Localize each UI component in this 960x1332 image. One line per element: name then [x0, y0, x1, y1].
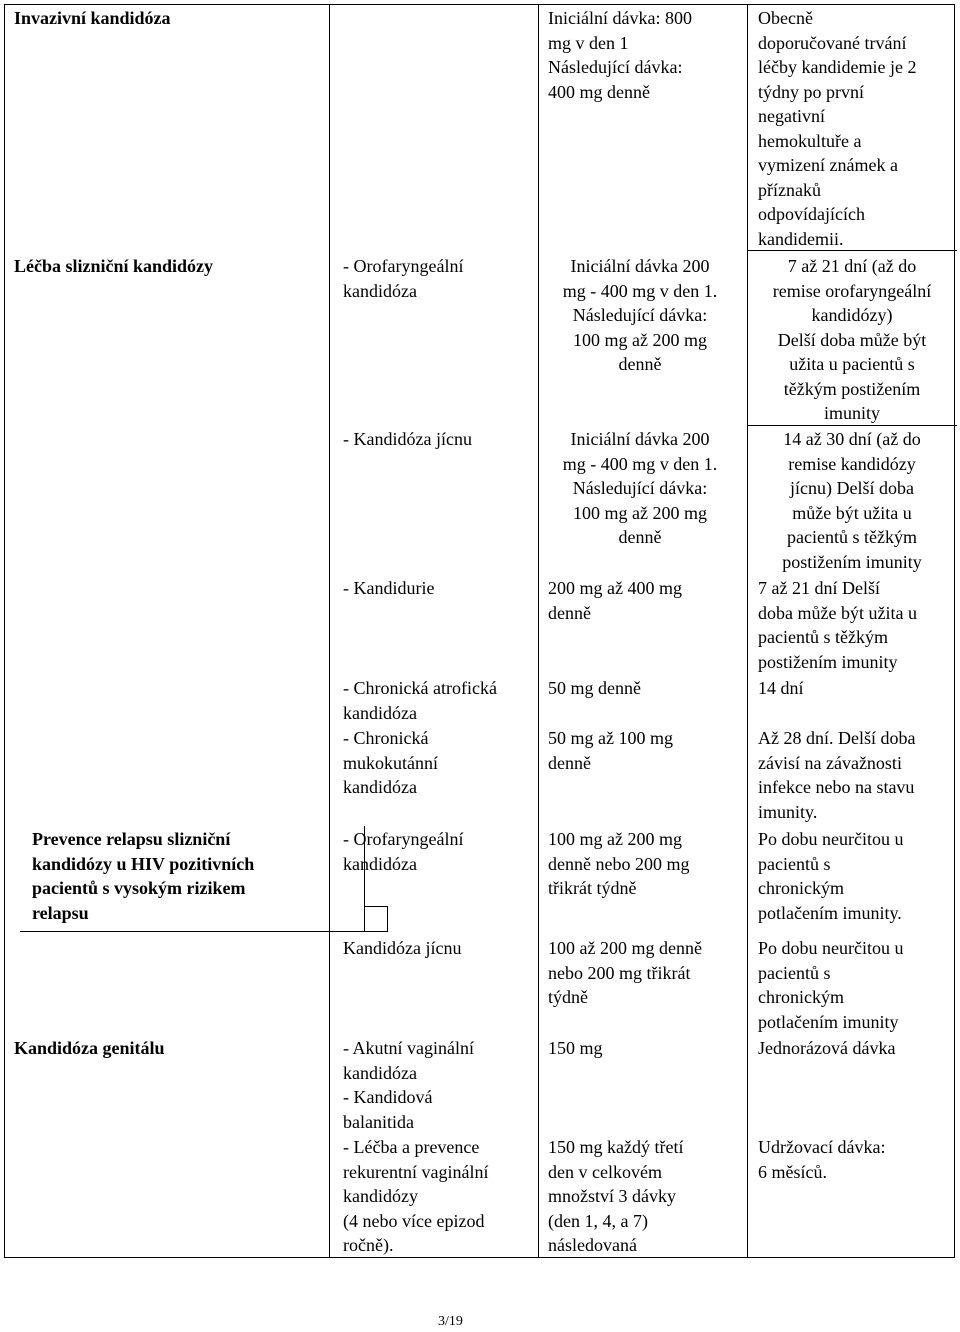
- dose-prevence-jicen: 100 až 200 mg denně nebo 200 mg třikrát týdně: [548, 938, 702, 1007]
- dose-invazivni: Iniciální dávka: 800 mg v den 1 Následující dávka: 400 mg denně: [548, 8, 692, 102]
- column-divider-2: [538, 4, 539, 1258]
- indication-rekurentni: - Léčba a prevence rekurentní vaginální kandidózy (4 nebo více epizod ročně).: [343, 1137, 489, 1255]
- dose-mukokutanni: 50 mg až 100 mg denně: [548, 728, 673, 773]
- duration-atroficka: 14 dní: [758, 678, 804, 698]
- duration-invazivni: Obecně doporučované trvání léčby kandidemie je 2 týdny po první negativní hemokultuře a vymizení známek a příznaků odpovídajících kandidemii.: [758, 8, 917, 249]
- dose-jicen: Iniciální dávka 200 mg - 400 mg v den 1. Následující dávka: 100 mg až 200 mg denně: [562, 429, 718, 547]
- indication-prevence-orofaryngealni: - Orofaryngeální kandidóza: [343, 829, 464, 874]
- category-prevence: Prevence relapsu slizniční kandidózy u HIV pozitivních pacientů s vysokým rizikem relapsu: [32, 829, 255, 923]
- column-divider-3: [747, 4, 748, 1258]
- dose-atroficka: 50 mg denně: [548, 678, 641, 698]
- duration-orofaryngealni: 7 až 21 dní (až do remise orofaryngeální kandidózy) Delší doba může být užita u pacientů s těžkým postižením imunity: [772, 256, 932, 423]
- category-invazivni: Invazivní kandidóza: [14, 8, 171, 28]
- category-genitalu: Kandidóza genitálu: [14, 1038, 165, 1058]
- checkbox-outline: [364, 906, 388, 932]
- dose-akutni: 150 mg: [548, 1038, 603, 1058]
- dose-rekurentni: 150 mg každý třetí den v celkovém množství 3 dávky (den 1, 4, a 7) následovaná: [548, 1137, 684, 1255]
- indication-prevence-jicen: Kandidóza jícnu: [343, 938, 462, 958]
- duration-prevence-jicen: Po dobu neurčitou u pacientů s chronickým potlačením imunity: [758, 938, 904, 1032]
- duration-mukokutanni: Až 28 dní. Delší doba závisí na závažnosti infekce nebo na stavu imunity.: [758, 728, 916, 822]
- indication-atroficka: - Chronická atrofická kandidóza: [343, 678, 497, 723]
- dose-orofaryngealni: Iniciální dávka 200 mg - 400 mg v den 1. Následující dávka: 100 mg až 200 mg denně: [562, 256, 718, 374]
- duration-rekurentni: Udržovací dávka: 6 měsíců.: [758, 1137, 886, 1182]
- page-number: 3/19: [438, 1314, 463, 1329]
- duration-jicen: 14 až 30 dní (až do remise kandidózy jícnu) Delší doba může být užita u pacientů s těžkým postižením imunity: [782, 429, 922, 572]
- indication-orofaryngealni: - Orofaryngeální kandidóza: [343, 256, 464, 301]
- indication-kandidurie: - Kandidurie: [343, 578, 435, 598]
- indication-mukokutanni: - Chronická mukokutánní kandidóza: [343, 728, 438, 797]
- dose-prevence-orofaryngealni: 100 mg až 200 mg denně nebo 200 mg třikrát týdně: [548, 829, 690, 898]
- indication-jicen: - Kandidóza jícnu: [343, 429, 472, 449]
- duration-prevence-orofaryngealni: Po dobu neurčitou u pacientů s chronickým potlačením imunity.: [758, 829, 904, 923]
- indication-akutni: - Akutní vaginální kandidóza - Kandidová balanitida: [343, 1038, 474, 1132]
- dose-kandidurie: 200 mg až 400 mg denně: [548, 578, 682, 623]
- duration-akutni: Jednorázová dávka: [758, 1038, 896, 1058]
- category-slizniční: Léčba slizniční kandidózy: [14, 256, 214, 276]
- column-divider-1: [329, 4, 330, 1258]
- duration-kandidurie: 7 až 21 dní Delší doba může být užita u pacientů s těžkým postižením imunity: [758, 578, 917, 672]
